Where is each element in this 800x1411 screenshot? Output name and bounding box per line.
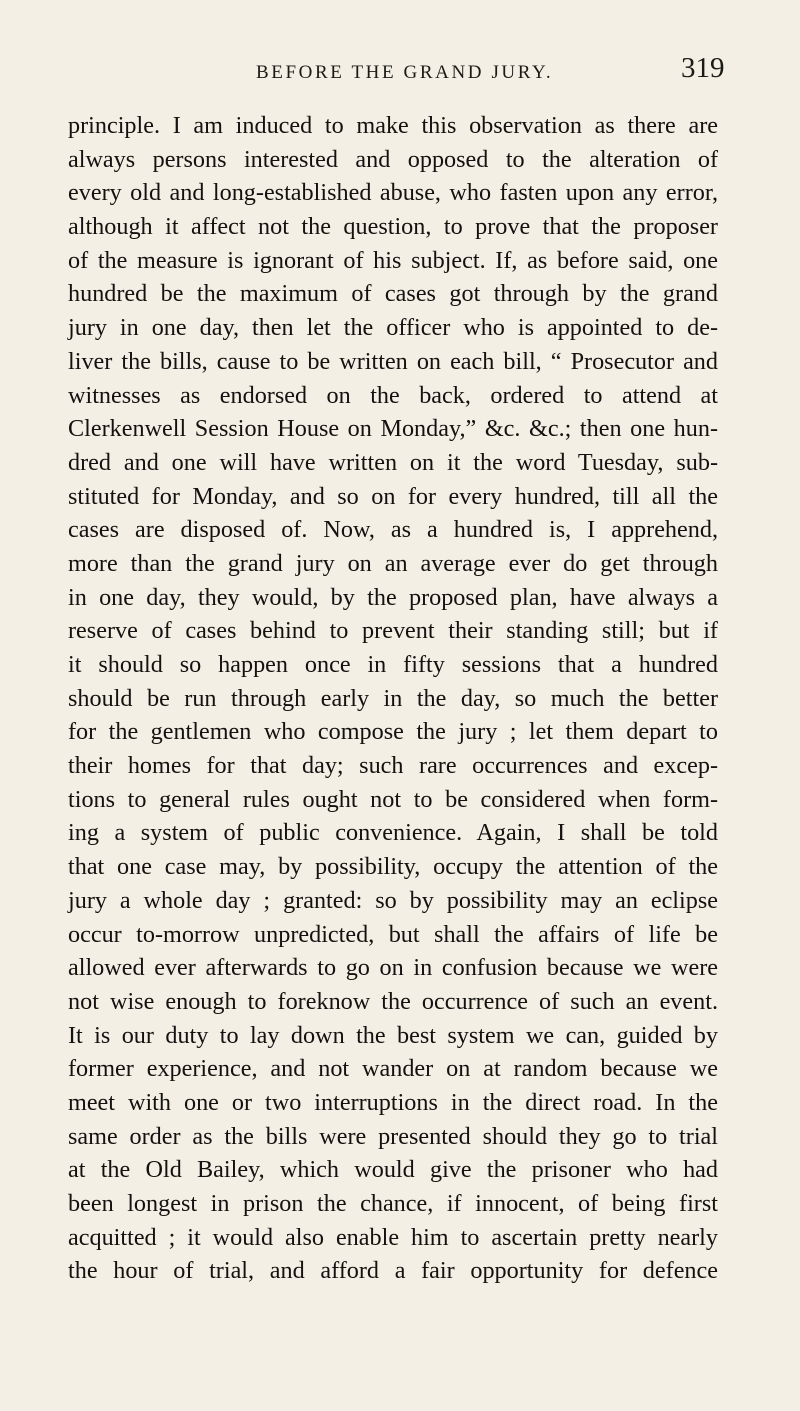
text-line: allowed ever afterwards to go on in confusion because we were [68, 954, 718, 982]
text-line: hundred be the maximum of cases got through by the grand [68, 280, 718, 308]
text-line: occur to-morrow unpredicted, but shall the affairs of life be [68, 920, 718, 948]
text-line: in one day, they would, by the proposed plan, have always a [68, 583, 718, 611]
text-line: always persons interested and opposed to the alteration of [68, 145, 718, 173]
running-title: BEFORE THE GRAND JURY. [256, 62, 554, 83]
text-line: been longest in prison the chance, if innocent, of being first [68, 1190, 718, 1217]
text-line: although it affect not the question, to prove that the proposer [68, 213, 718, 241]
text-line: meet with one or two interruptions in the direct road. In the [68, 1088, 718, 1116]
text-line: tions to general rules ought not to be considered when form- [68, 785, 718, 813]
page-number: 319 [681, 52, 725, 84]
body-text [68, 109, 718, 1288]
text-line: jury in one day, then let the officer who is appointed to de- [68, 314, 718, 342]
text-line: their homes for that day; such rare occurrences and excep- [68, 752, 718, 780]
text-line: for the gentlemen who compose the jury ; let them depart to [68, 718, 718, 746]
text-line: not wise enough to foreknow the occurrence of such an event. [68, 987, 718, 1015]
text-line: it should so happen once in fifty sessions that a hundred [68, 651, 718, 678]
text-line: stituted for Monday, and so on for every hundred, till all the [68, 482, 718, 510]
text-line: that one case may, by possibility, occupy the attention of the [68, 853, 718, 881]
text-line: same order as the bills were presented should they go to trial [68, 1122, 718, 1150]
text-line: cases are disposed of. Now, as a hundred is, I apprehend, [68, 516, 718, 544]
text-line: reserve of cases behind to prevent their standing still; but if [68, 617, 718, 645]
text-line: former experience, and not wander on at random because we [68, 1055, 718, 1083]
text-line: at the Old Bailey, which would give the prisoner who had [68, 1156, 718, 1184]
text-line: dred and one will have written on it the word Tuesday, sub- [68, 448, 718, 476]
text-line: It is our duty to lay down the best system we can, guided by [68, 1021, 718, 1049]
running-head [0, 52, 800, 98]
text-line: the hour of trial, and afford a fair opportunity for defence [68, 1257, 718, 1285]
text-line: more than the grand jury on an average ever do get through [68, 549, 718, 577]
text-line: liver the bills, cause to be written on each bill, “ Prosecutor and [68, 347, 718, 375]
text-line: ing a system of public convenience. Again, I shall be told [68, 819, 718, 847]
text-line: should be run through early in the day, so much the better [68, 684, 718, 712]
text-line: Clerkenwell Session House on Monday,” &c. &c.; then one hun- [68, 415, 718, 443]
text-line: of the measure is ignorant of his subject. If, as before said, one [68, 246, 718, 274]
text-line: acquitted ; it would also enable him to ascertain pretty nearly [68, 1223, 718, 1251]
text-line: principle. I am induced to make this observation as there are [68, 112, 718, 139]
text-line: jury a whole day ; granted: so by possibility may an eclipse [68, 886, 718, 914]
text-line: witnesses as endorsed on the back, ordered to attend at [68, 381, 718, 409]
text-line: every old and long-established abuse, who fasten upon any error, [68, 179, 718, 207]
